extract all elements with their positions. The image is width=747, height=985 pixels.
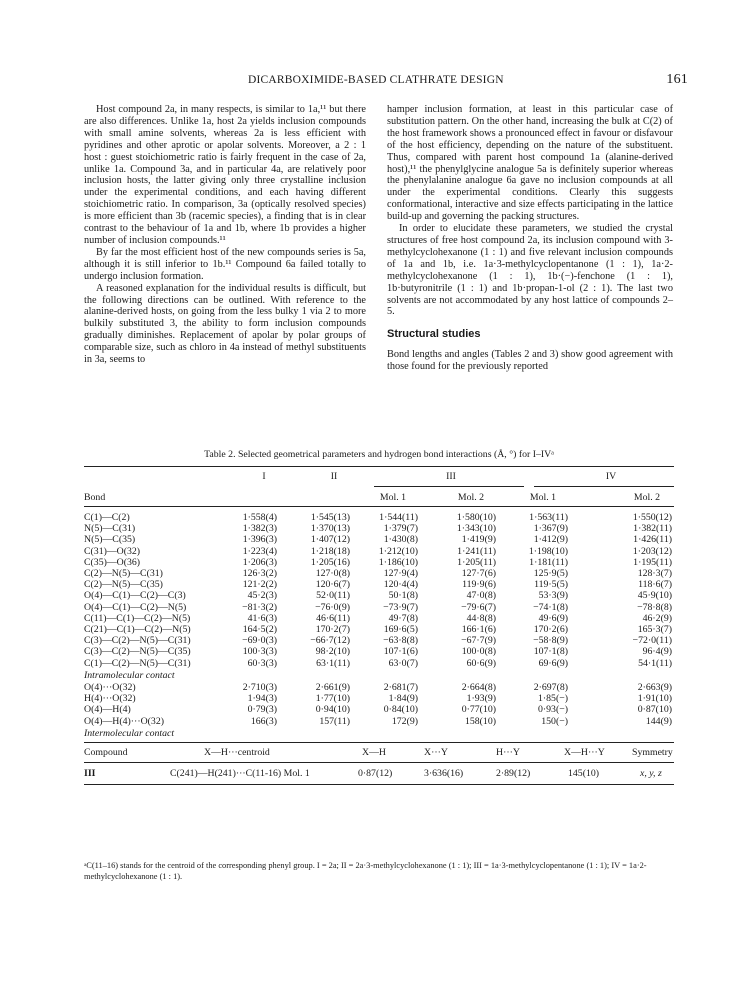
table-cell: 45·9(10) (637, 590, 672, 602)
table-cell: 118·6(7) (638, 579, 672, 591)
table-cell: −58·8(9) (533, 635, 568, 647)
table-cell: 52·0(11) (316, 590, 350, 602)
table-cell: 1·195(11) (633, 556, 672, 568)
table-cell: 1·91(10) (637, 693, 672, 705)
table-cell: 100·3(3) (242, 646, 277, 658)
table-cell: 54·1(11) (638, 657, 672, 669)
table-cell: −73·9(7) (383, 601, 418, 613)
section-label: Intramolecular contact (84, 669, 175, 681)
bond-label: O(4)···O(32) (84, 682, 136, 693)
table-cell: 41·6(3) (247, 612, 277, 624)
table-cell: 100·0(8) (461, 646, 496, 658)
table-cell: 157(11) (319, 715, 350, 727)
table-cell: 50·1(8) (388, 590, 418, 602)
column-header: X—H···Y (564, 747, 605, 758)
table-cell: 1·412(9) (533, 534, 568, 546)
column-header: Mol. 2 (457, 492, 484, 503)
bond-label: O(4)—C(1)—C(2)—N(5) (84, 601, 187, 613)
table-rule (84, 742, 674, 743)
table-cell: 145(10) (568, 768, 600, 779)
table-cell: 120·6(7) (315, 579, 350, 591)
table-cell: 1·426(11) (633, 534, 672, 546)
table-cell: 1·223(4) (242, 545, 277, 557)
bond-label: C(31)—O(32) (84, 545, 141, 557)
table-cell: 45·2(3) (247, 590, 277, 602)
column-header: Mol. 2 (633, 492, 660, 503)
table-cell: 49·7(8) (388, 612, 418, 624)
table-cell: −78·8(8) (637, 601, 672, 613)
bond-label: C(35)—O(36) (84, 556, 141, 568)
table-cell: 107·1(8) (533, 646, 568, 658)
table-cell: 1·558(4) (242, 512, 277, 523)
table-cell: 1·218(18) (310, 545, 350, 557)
table-cell: 1·343(10) (456, 523, 496, 535)
table-cell: −81·3(2) (242, 601, 277, 613)
table-footnote: ᵃC(11–16) stands for the centroid of the corresponding phenyl group. I = 2a; II = 2a·3-methylcyclohexanone (1 : 1); III = 1a·3-methylcyclopentanone (1 : 1); IV = 1a·2-methylcyclohexanone (1 : 1). (84, 861, 647, 881)
table-cell: −76·0(9) (315, 601, 350, 613)
table-cell: 1·241(11) (457, 545, 496, 557)
bond-label: N(5)—C(35) (84, 534, 136, 546)
table-cell: 1·563(11) (529, 512, 568, 523)
table-cell: −69·0(3) (242, 635, 277, 647)
table-cell: 172(9) (391, 715, 418, 727)
table-cell: 1·545(13) (310, 512, 350, 523)
table-cell: 121·2(2) (242, 579, 277, 591)
table-rule (84, 784, 674, 785)
table-cell: 1·544(11) (379, 512, 418, 523)
table-rule (534, 486, 674, 487)
table-cell: 44·8(8) (466, 612, 496, 624)
section-heading: Structural studies (387, 328, 481, 341)
table-cell: 1·430(8) (383, 534, 418, 546)
table-cell: C(241)—H(241)···C(11-16) Mol. 1 (170, 768, 310, 779)
table-cell: 126·3(2) (242, 568, 277, 579)
table-cell: −74·1(8) (533, 601, 568, 613)
table-cell: 1·84(9) (388, 693, 418, 705)
table-cell: 158(10) (464, 715, 496, 727)
bond-label: O(4)—H(4) (84, 704, 131, 716)
table-rule (84, 466, 674, 467)
table-cell: 1·181(11) (529, 556, 568, 568)
table-cell: 3·636(16) (424, 768, 464, 779)
paragraph: By far the most efficient host of the new compounds series is 5a, although it is still inferior to 1b.¹¹ Compound 6a failed totally to undergo inclusion formation. (84, 246, 366, 282)
table-cell: 2·89(12) (496, 768, 531, 779)
table-cell: 125·9(5) (533, 568, 568, 579)
table-cell: 2·664(8) (461, 682, 496, 693)
table-cell: 46·2(9) (642, 612, 672, 624)
table-cell: 60·6(9) (466, 657, 496, 669)
table-cell: 63·1(11) (316, 657, 350, 669)
table-cell: 128·3(7) (637, 568, 672, 579)
table-cell: 150(−) (541, 715, 568, 727)
table-cell: −67·7(9) (461, 635, 496, 647)
table-cell: −66·7(12) (310, 635, 350, 647)
table-cell: 0·77(10) (461, 704, 496, 716)
bond-label: C(21)—C(1)—C(2)—N(5) (84, 624, 191, 635)
paragraph: Host compound 2a, in many respects, is similar to 1a,¹¹ but there are also differences. Unlike 1a, host 2a yields inclusion compounds with small amine solvents, whereas 2a is less efficient with pyridines and other aprotic or apolar solvents. Moreover, a 2 : 1 host : guest stoichiometric ratio is fairly frequent in the case of 2a, unlike 1a. Compound 3a, and in particular 4a, are relatively poor inclusion hosts, the latter giving only three crystalline inclusion under the experimental conditions, and each having different stoichiometric ratio. In comparison, 3a (optically resolved species) is more efficient than 3b (racemic species), a finding that is in clear contrast to the behaviour of 1a and 1b, where 1b provides a higher number of inclusion compounds.¹¹ (84, 104, 366, 246)
table-cell: 166(3) (250, 715, 277, 727)
table-cell: 0·84(10) (383, 704, 418, 716)
table-cell: 2·681(7) (383, 682, 418, 693)
table-cell: 1·205(11) (457, 556, 496, 568)
table-cell: 170·2(6) (533, 624, 568, 635)
column-header: Symmetry (632, 747, 673, 758)
table-cell: 47·0(8) (466, 590, 496, 602)
table-cell: 1·93(9) (466, 693, 496, 705)
paragraph: In order to elucidate these parameters, we studied the crystal structures of free host compound 2a, its inclusion compound with 3-methylcyclohexanone (1 : 1) and five relevant inclusion compounds of 1a and 1b, i.e. 1a·3-methylcyclopentanone (1 : 1), 1a·2-methylcyclohexanone (1 : 1), 1b·(−)-fenchone (1 : 1), 1b·butyronitrile (1 : 1) and 1b·propan-1-ol (2 : 1). The last two solvents are not accommodated by any host lattice of compounds 2–5. (387, 223, 673, 318)
column-header: H···Y (496, 747, 520, 758)
running-head (88, 74, 688, 90)
compound-label: III (84, 768, 96, 779)
table-cell: 127·9(4) (383, 568, 418, 579)
right-column (387, 104, 673, 373)
running-title: DICARBOXIMIDE-BASED CLATHRATE DESIGN (248, 74, 504, 86)
table-cell: 1·203(12) (632, 545, 672, 557)
bond-label: O(4)—C(1)—C(2)—C(3) (84, 590, 186, 602)
table-cell: 1·205(16) (310, 556, 350, 568)
table-cell: 2·710(3) (242, 682, 277, 693)
column-header: X—H (362, 747, 386, 758)
table-cell: 60·3(3) (247, 657, 277, 669)
table-cell: 169·6(5) (383, 624, 418, 635)
table-cell: 120·4(4) (383, 579, 418, 591)
table-cell: 2·661(9) (315, 682, 350, 693)
bond-label: O(4)—H(4)···O(32) (84, 715, 164, 727)
table-cell: 170·2(7) (315, 624, 350, 635)
table-cell: −63·8(8) (383, 635, 418, 647)
bond-label: C(3)—C(2)—N(5)—C(31) (84, 635, 191, 647)
table-cell: 63·0(7) (388, 657, 418, 669)
table-cell: 1·212(10) (378, 545, 418, 557)
table-cell: 164·5(2) (242, 624, 277, 635)
table-cell: 0·93(−) (537, 704, 568, 716)
table-cell: 1·379(7) (383, 523, 418, 535)
column-header: X—H···centroid (204, 747, 270, 758)
bond-label: H(4)···O(32) (84, 693, 136, 705)
bond-label: C(3)—C(2)—N(5)—C(35) (84, 646, 191, 658)
table-cell: x, y, z (640, 768, 662, 779)
left-column (84, 104, 366, 366)
table-rule (84, 506, 674, 507)
table-cell: 144(9) (645, 715, 672, 727)
table-cell: 1·580(10) (456, 512, 496, 523)
column-header: Mol. 1 (529, 492, 556, 503)
table-cell: 1·198(10) (528, 545, 568, 557)
table-cell: 1·419(9) (461, 534, 496, 546)
table-cell: 53·3(9) (538, 590, 568, 602)
page-number: 161 (666, 72, 688, 87)
table-cell: 98·2(10) (315, 646, 350, 658)
table-caption: Table 2. Selected geometrical parameters and hydrogen bond interactions (Å, °) for I–IVᵃ (204, 449, 554, 460)
column-header: III (446, 471, 456, 482)
table-cell: 127·7(6) (461, 568, 496, 579)
table-cell: 49·6(9) (538, 612, 568, 624)
paragraph: hamper inclusion formation, at least in this particular case of substitution pattern. On the other hand, increasing the bulk at C(2) of the host framework shows a pronounced effect in favour or disfavour of the host efficiency, depending on the nature of the substituent. Thus, compared with parent host compound 1a (alanine-derived host),¹¹ the phenylglycine analogue 5a is definitely superior whereas the phenylalanine analogue 6a gave no inclusion compounds at all under the experimental conditions. Clearly this suggests conformational, interactive and size effects participating in the lattice build-up and governing the packing structures. (387, 104, 673, 223)
table-cell: 165·3(7) (637, 624, 672, 635)
table-cell: 166·1(6) (461, 624, 496, 635)
table-cell: 107·1(6) (383, 646, 418, 658)
table-cell: 1·206(3) (242, 556, 277, 568)
table-cell: 1·186(10) (378, 556, 418, 568)
column-header: II (330, 471, 338, 482)
table-cell: 69·6(9) (538, 657, 568, 669)
section-label: Intermolecular contact (84, 727, 175, 739)
column-header: Bond (84, 492, 106, 503)
table-cell: 0·87(12) (358, 768, 393, 779)
table-cell: 1·85(−) (537, 693, 568, 705)
column-header: I (262, 471, 266, 482)
table-cell: 1·367(9) (533, 523, 568, 535)
table-cell: 119·5(5) (534, 579, 568, 591)
table-cell: 0·87(10) (637, 704, 672, 716)
table-cell: 96·4(9) (642, 646, 672, 658)
table-cell: 2·663(9) (637, 682, 672, 693)
table-cell: 46·6(11) (316, 612, 350, 624)
table-rule (84, 762, 674, 763)
table-cell: 1·550(12) (632, 512, 672, 523)
table-cell: 1·382(11) (633, 523, 672, 535)
table-cell: 0·94(10) (315, 704, 350, 716)
table-cell: 1·396(3) (242, 534, 277, 546)
bond-label: C(2)—N(5)—C(31) (84, 568, 163, 579)
paragraph: A reasoned explanation for the individual results is difficult, but the following directions can be outlined. With reference to the alanine-derived hosts, on going from the less bulky 1 via 2 to more bulkily substituted 3, the ability to form inclusion compounds gradually diminishes. Replacement of apolar by polar groups of comparable size, such as chloro in 4a instead of methyl substituents in 3a, seems to (84, 282, 366, 366)
bond-label: N(5)—C(31) (84, 523, 136, 535)
column-header: Compound (84, 747, 128, 758)
table-cell: 127·0(8) (315, 568, 350, 579)
table-cell: −79·6(7) (461, 601, 496, 613)
column-header: Mol. 1 (379, 492, 406, 503)
bond-label: C(1)—C(2) (84, 512, 130, 523)
table-cell: −72·0(11) (632, 635, 672, 647)
bond-label: C(11)—C(1)—C(2)—N(5) (84, 612, 191, 624)
table-cell: 0·79(3) (247, 704, 277, 716)
column-header: X···Y (424, 747, 448, 758)
table-cell: 1·370(13) (310, 523, 350, 535)
bond-label: C(1)—C(2)—N(5)—C(31) (84, 657, 191, 669)
bond-label: C(2)—N(5)—C(35) (84, 579, 163, 591)
table-cell: 1·407(12) (310, 534, 350, 546)
table-cell: 119·9(6) (462, 579, 496, 591)
paragraph: Bond lengths and angles (Tables 2 and 3) show good agreement with those found for the previously reported (387, 349, 673, 373)
column-header: IV (605, 471, 617, 482)
table-cell: 1·94(3) (247, 693, 277, 705)
table-cell: 1·382(3) (242, 523, 277, 535)
table-cell: 1·77(10) (315, 693, 350, 705)
table-rule (374, 486, 524, 487)
table-cell: 2·697(8) (533, 682, 568, 693)
